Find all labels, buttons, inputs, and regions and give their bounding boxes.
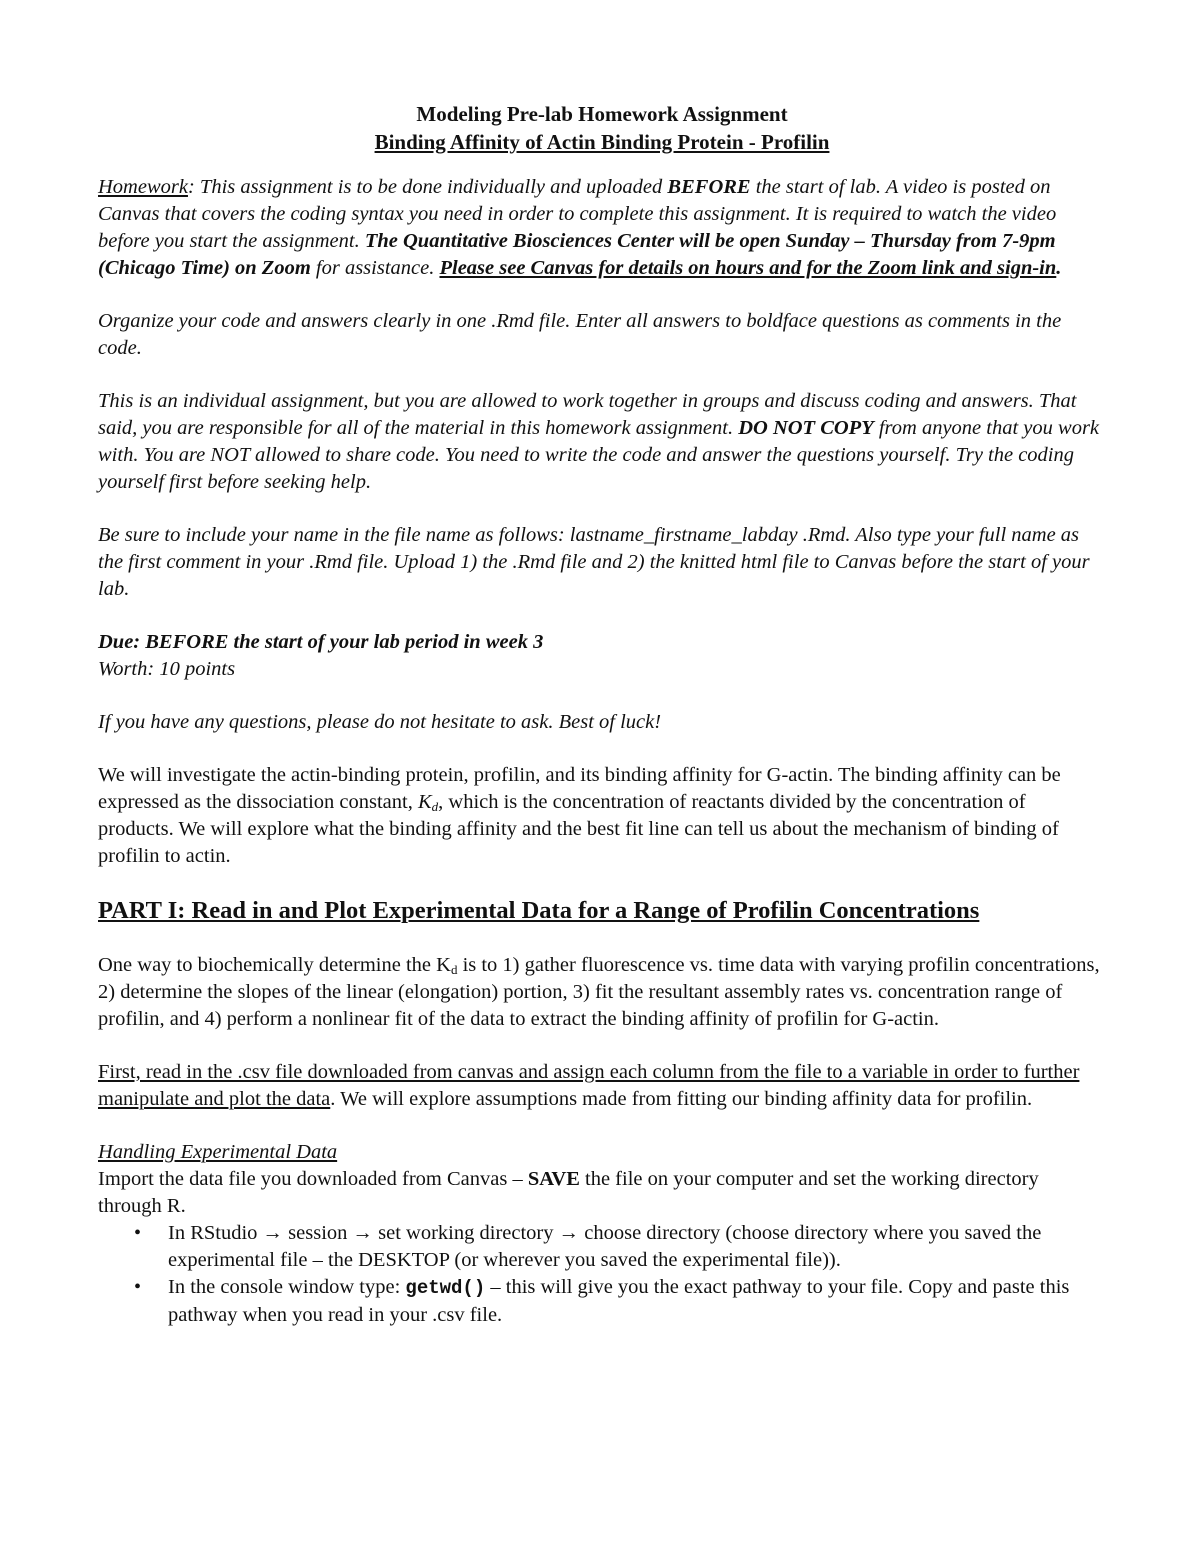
bullet-icon: • (134, 1276, 142, 1298)
document-title: Modeling Pre-lab Homework Assignment (416, 102, 788, 126)
document-page (98, 100, 1106, 1329)
handling-paragraph: Import the data file you downloaded from Canvas – SAVE the file on your computer and set the working directory through R. (98, 1168, 1039, 1217)
kd-symbol: $K_d$ (417, 791, 439, 814)
organize-paragraph: Organize your code and answers clearly in one .Rmd file. Enter all answers to boldface questions as comments in the code. (98, 310, 1062, 359)
bullet-icon: • (134, 1222, 142, 1244)
document-subtitle: Binding Affinity of Actin Binding Protein - Profilin (374, 130, 830, 154)
homework-label: Homework (98, 176, 188, 198)
canvas-details-note: Please see Canvas for details on hours and for the Zoom link and sign-in (439, 257, 1057, 279)
worth-points: Worth: 10 points (98, 658, 236, 680)
getwd-code: getwd() (405, 1277, 486, 1299)
homework-paragraph: Homework: This assignment is to be done individually and uploaded BEFORE the start of lab. A video is posted on Canvas that covers the coding syntax you need in order to complete this assignment. It is required to watch the video before you start the assignment. The Quantitative Biosciences Center will be open Sunday – Thursday from 7-9pm (Chicago Time) on Zoom for assistance. Please see Canvas for details on hours and for the Zoom link and sign-in. (98, 176, 1062, 279)
instruction-list (98, 1220, 1106, 1329)
oneway-paragraph: One way to biochemically determine the $K_d$ is to 1) gather fluorescence vs. time data with varying profilin concentrations, 2) determine the slopes of the linear (elongation) portion, 3) fit the resultant assembly rates vs. concentration range of profilin, and 4) perform a nonlinear fit of the data to extract the binding affinity of profilin for G-actin. (98, 954, 1100, 1030)
list-item: • In RStudio → session → set working directory → choose directory (choose directory where you saved the experimental file – the DESKTOP (or wherever you saved the experimental file)). (134, 1222, 1042, 1271)
save-emphasis: SAVE (527, 1168, 580, 1190)
center-hours: The Quantitative Biosciences Center will be open Sunday – Thursday from 7-9pm (Chicago Time) on Zoom (98, 230, 1056, 279)
individual-paragraph: This is an individual assignment, but you are allowed to work together in groups and discuss coding and answers. That said, you are responsible for all of the material in this homework assignment. DO NOT COPY from anyone that you work with. You are NOT allowed to share code. You need to write the code and answer the questions yourself. Try the coding yourself first before seeking help. (98, 390, 1100, 493)
before-emphasis: BEFORE (667, 176, 751, 198)
first-paragraph: First, read in the .csv file downloaded from canvas and assign each column from the file to a variable in order to further manipulate and plot the data. We will explore assumptions made from fitting our binding affinity data for profilin. (98, 1061, 1080, 1110)
part1-heading: PART I: Read in and Plot Experimental Data for a Range of Profilin Concentrations (98, 897, 980, 924)
due-block (98, 629, 1106, 683)
naming-paragraph: Be sure to include your name in the file name as follows: lastname_firstname_labday .Rmd. Also type your full name as the first comment in your .Rmd file. Upload 1) the .Rmd file and 2) the knitted html file to Canvas before the start of your lab. (98, 524, 1090, 600)
handling-heading: Handling Experimental Data (98, 1141, 338, 1163)
list-item: • In the console window type: getwd() – this will give you the exact pathway to your file. Copy and paste this pathway when you read in your .csv file. (134, 1276, 1070, 1326)
first-instruction: First, read in the .csv file downloaded from canvas and assign each column from the file to a variable in order to further manipulate and plot the data (98, 1061, 1080, 1110)
title-block (98, 100, 1106, 156)
questions-paragraph: If you have any questions, please do not hesitate to ask. Best of luck! (98, 711, 662, 733)
handling-section (98, 1139, 1106, 1329)
due-date: Due: BEFORE the start of your lab period in week 3 (98, 631, 544, 653)
intro-paragraph: We will investigate the actin-binding protein, profilin, and its binding affinity for G-actin. The binding affinity can be expressed as the dissociation constant, $K_d$, which is the concentration of reactants divided by the concentration of products. We will explore what the binding affinity and the best fit line can tell us about the mechanism of binding of profilin to actin. (98, 764, 1061, 867)
do-not-copy: DO NOT COPY (738, 417, 874, 439)
